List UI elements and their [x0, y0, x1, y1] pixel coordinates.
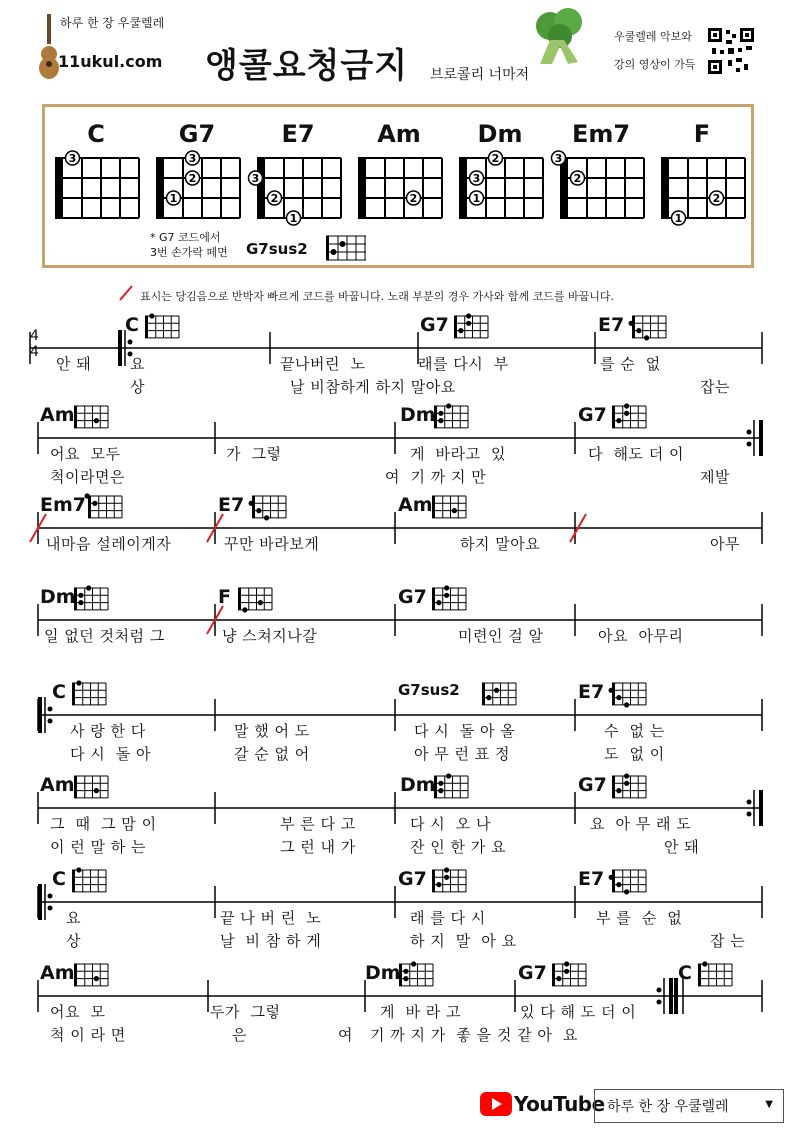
chord-label: Dm [365, 962, 401, 984]
lyric-line-2: 제발 [700, 468, 730, 486]
youtube-play-icon[interactable] [480, 1092, 512, 1116]
lyric-line-2: 이 런 말 하 는 [50, 838, 147, 856]
lyric-line-1: 어요 모 [50, 1003, 106, 1021]
lyric-line-1: 부 를 순 없 [596, 909, 683, 927]
lyric-line-2: 다 시 돌 아 [70, 745, 152, 763]
chord-name-dm: Dm [477, 120, 523, 148]
chord-label: G7 [398, 868, 427, 890]
lyric-line-2: 잡 는 [710, 932, 746, 950]
lyric-line-1: 하지 말아요 [460, 535, 541, 553]
chord-name-am: Am [377, 120, 421, 148]
lyric-line-1: 두가 그렇 [210, 1003, 281, 1021]
mini-chord-diagram [454, 313, 488, 338]
lyric-line-2: 은 [232, 1026, 247, 1044]
site-tagline: 하루 한 장 우쿨렐레 [60, 16, 165, 30]
lyric-line-1: 꾸만 바라보게 [224, 535, 320, 553]
mini-chord-diagram [85, 493, 122, 518]
finger-number: 2 [573, 172, 582, 185]
lyric-line-1: 래를 다시 부 [418, 355, 509, 373]
chord-diagrams [0, 0, 800, 300]
finger-number: 3 [472, 172, 481, 185]
lyric-line-1: 요 [66, 909, 81, 927]
mini-chord-diagram [612, 403, 646, 428]
chord-name-e7: E7 [281, 120, 315, 148]
finger-number: 3 [68, 152, 77, 165]
finger-number: 1 [169, 192, 178, 205]
repeat-end-sign [759, 790, 763, 826]
lyric-line-1: 미련인 걸 알 [458, 627, 544, 645]
lyric-line-1: 끝 나 버 린 노 [220, 909, 322, 927]
finger-number: 2 [409, 192, 418, 205]
site-url[interactable]: 11ukul.com [58, 52, 163, 71]
g7-note [150, 230, 228, 260]
chord-label: Am [40, 962, 75, 984]
mini-chord-diagram [482, 683, 516, 705]
chord-label: E7 [578, 868, 605, 890]
lyric-line-2: 여 [338, 1026, 353, 1044]
header-note-2: 강의 영상이 가득 [614, 58, 696, 71]
chord-diagram-em7 [552, 151, 645, 218]
lyric-line-1: 있 다 해 도 더 이 [520, 1003, 637, 1021]
mini-chord-diagram [145, 313, 179, 338]
finger-number: 1 [289, 212, 298, 225]
chord-name-g7: G7 [178, 120, 216, 148]
repeat-end-sign [669, 978, 673, 1014]
chord-label: G7 [518, 962, 547, 984]
chevron-down-icon: ▼ [765, 1099, 773, 1110]
chord-diagram-am [358, 158, 442, 218]
lyric-line-2: 기 까 지 가 좋 을 것 같 아 요 [370, 1026, 578, 1044]
lyric-line-1: 아무 [710, 535, 740, 553]
channel-select[interactable] [594, 1089, 784, 1123]
g7-note-line1: * G7 코드에서 [150, 231, 221, 244]
time-signature-bottom: 4 [30, 344, 40, 360]
lyric-line-1: 사 랑 한 다 [70, 722, 146, 740]
lyric-line-1: 아요 아무리 [598, 627, 684, 645]
lyric-line-1: 어요 모두 [50, 445, 121, 463]
chord-label: G7sus2 [398, 681, 460, 699]
chord-label: Am [40, 404, 75, 426]
chord-label: C [52, 681, 66, 703]
mini-chord-diagram [72, 867, 106, 892]
repeat-start-sign [38, 697, 42, 733]
finger-number: 3 [251, 172, 260, 185]
mini-chord-diagram [432, 585, 466, 610]
chord-label: C [52, 868, 66, 890]
mini-chord-diagram [552, 961, 586, 986]
mini-chord-diagram [72, 680, 106, 705]
finger-number: 3 [188, 152, 197, 165]
lyric-line-1: 요 [130, 355, 145, 373]
mini-chord-diagram [434, 773, 468, 798]
g7-note-line2: 3번 손가락 떼면 [150, 246, 228, 259]
lyric-line-2: 잔 인 한 가 요 [410, 838, 507, 856]
lyric-line-2: 그 런 내 가 [280, 838, 356, 856]
lyric-line-2: 갈 순 없 어 [234, 745, 310, 763]
chord-label: Dm [40, 586, 76, 608]
lyric-line-2: 상 [66, 932, 81, 950]
finger-number: 3 [554, 152, 563, 165]
mini-chord-diagram [612, 773, 646, 798]
mini-chord-diagram [609, 683, 646, 708]
mini-chord-diagram [74, 776, 108, 798]
time-signature-top: 4 [30, 328, 40, 344]
mini-chord-diagram [74, 406, 108, 428]
lyric-line-2: 날 비 참 하 게 [220, 932, 322, 950]
lyric-line-1: 다 시 돌 아 올 [414, 722, 516, 740]
chord-label: E7 [218, 494, 245, 516]
mini-chord-diagram [609, 870, 646, 895]
chord-label: G7 [398, 586, 427, 608]
lyric-line-1: 부 른 다 고 [280, 815, 356, 833]
lyric-line-1: 를 순 없 [600, 355, 661, 373]
chord-label: G7 [578, 404, 607, 426]
lyric-line-1: 다 시 오 나 [410, 815, 492, 833]
lyric-line-1: 가 그렇 [226, 445, 282, 463]
lyric-line-2: 잡는 [700, 378, 730, 396]
lyric-line-2: 도 없 이 [604, 745, 665, 763]
chord-diagram-c [55, 151, 139, 218]
chord-label: F [218, 586, 231, 608]
chord-label: E7 [598, 314, 625, 336]
mini-chord-diagram [399, 961, 433, 986]
lyric-line-2: 하 지 말 아 요 [410, 932, 517, 950]
chord-name-f: F [693, 120, 711, 148]
lyric-line-2: 안 돼 [664, 838, 700, 856]
repeat-start-sign [118, 330, 122, 366]
header-note-1: 우쿨렐레 악보와 [614, 30, 692, 43]
finger-number: 2 [270, 192, 279, 205]
mini-chord-diagram [249, 496, 286, 521]
lyric-line-1: 수 없 는 [604, 722, 665, 740]
lyric-line-2: 아 무 런 표 정 [414, 745, 511, 763]
chord-diagram-e7 [249, 158, 342, 225]
chord-label: G7 [420, 314, 449, 336]
syncopation-explanation: 표시는 당김음으로 반박자 빠르게 코드를 바꿉니다. 노래 부분의 경우 가사와 함께 코드를 바꿉니다. [140, 290, 614, 303]
chord-label: Am [40, 774, 75, 796]
youtube-logo-text[interactable]: YouTube [514, 1092, 605, 1116]
lyric-line-1: 끝나버린 노 [280, 355, 366, 373]
chord-diagram-f [661, 158, 745, 225]
finger-number: 1 [472, 192, 481, 205]
chord-diagram-g7sus2-small [326, 236, 366, 260]
chord-name-em7: Em7 [571, 120, 631, 148]
lyric-line-1: 내마음 설레이게자 [46, 535, 172, 553]
mini-chord-diagram [434, 403, 468, 428]
mini-chord-diagram [74, 585, 108, 610]
lyric-line-2: 여 기 까 지 만 [385, 468, 487, 486]
lyric-line-2: 상 [130, 378, 145, 396]
channel-select-value: 하루 한 장 우쿨렐레 [607, 1099, 729, 1115]
repeat-start-sign [38, 884, 42, 920]
lyric-line-2: 척 이 라 면 [50, 1026, 126, 1044]
chord-label: G7 [578, 774, 607, 796]
chord-label: Em7 [40, 494, 86, 516]
chord-label: C [125, 314, 139, 336]
mini-chord-diagram [432, 867, 466, 892]
repeat-end-sign [759, 420, 763, 456]
finger-number: 2 [712, 192, 721, 205]
chord-label: Am [398, 494, 433, 516]
artist-name: 브로콜리 너마저 [430, 67, 530, 83]
lyric-line-1: 냥 스쳐지나갈 [222, 627, 318, 645]
chord-name-c: C [87, 120, 105, 148]
finger-number: 2 [188, 172, 197, 185]
lyric-line-1: 안 돼 [56, 355, 92, 373]
chord-label: Dm [400, 404, 436, 426]
song-title: 앵콜요청금지 [205, 46, 409, 86]
mini-chord-diagram [238, 588, 272, 613]
lyric-line-1: 다 해도 더 이 [588, 445, 685, 463]
chord-diagram-dm [459, 151, 543, 218]
lyric-line-2: 날 비참하게 하지 말아요 [290, 378, 456, 396]
mini-chord-diagram [629, 316, 666, 341]
chord-label: C [678, 962, 692, 984]
chord-label: Dm [400, 774, 436, 796]
finger-number: 1 [674, 212, 683, 225]
finger-number: 2 [491, 152, 500, 165]
lyric-line-1: 래 를 다 시 [410, 909, 486, 927]
chord-label: E7 [578, 681, 605, 703]
chord-diagram-g7 [156, 151, 240, 218]
g7sus2-label: G7sus2 [246, 240, 308, 258]
lyric-line-2: 척이라면은 [50, 468, 125, 486]
lyric-line-1: 말 했 어 도 [234, 722, 310, 740]
mini-chord-diagram [698, 961, 732, 986]
lyric-line-1: 게 바라고 있 [410, 445, 507, 463]
lyric-line-1: 요 아 무 래 도 [590, 815, 692, 833]
mini-chord-diagram [74, 964, 108, 986]
lyric-line-1: 게 바 라 고 [380, 1003, 462, 1021]
lyric-line-1: 일 없던 것처럼 그 [44, 627, 165, 645]
lyric-line-1: 그 때 그 맘 이 [50, 815, 157, 833]
mini-chord-diagram [432, 496, 466, 518]
